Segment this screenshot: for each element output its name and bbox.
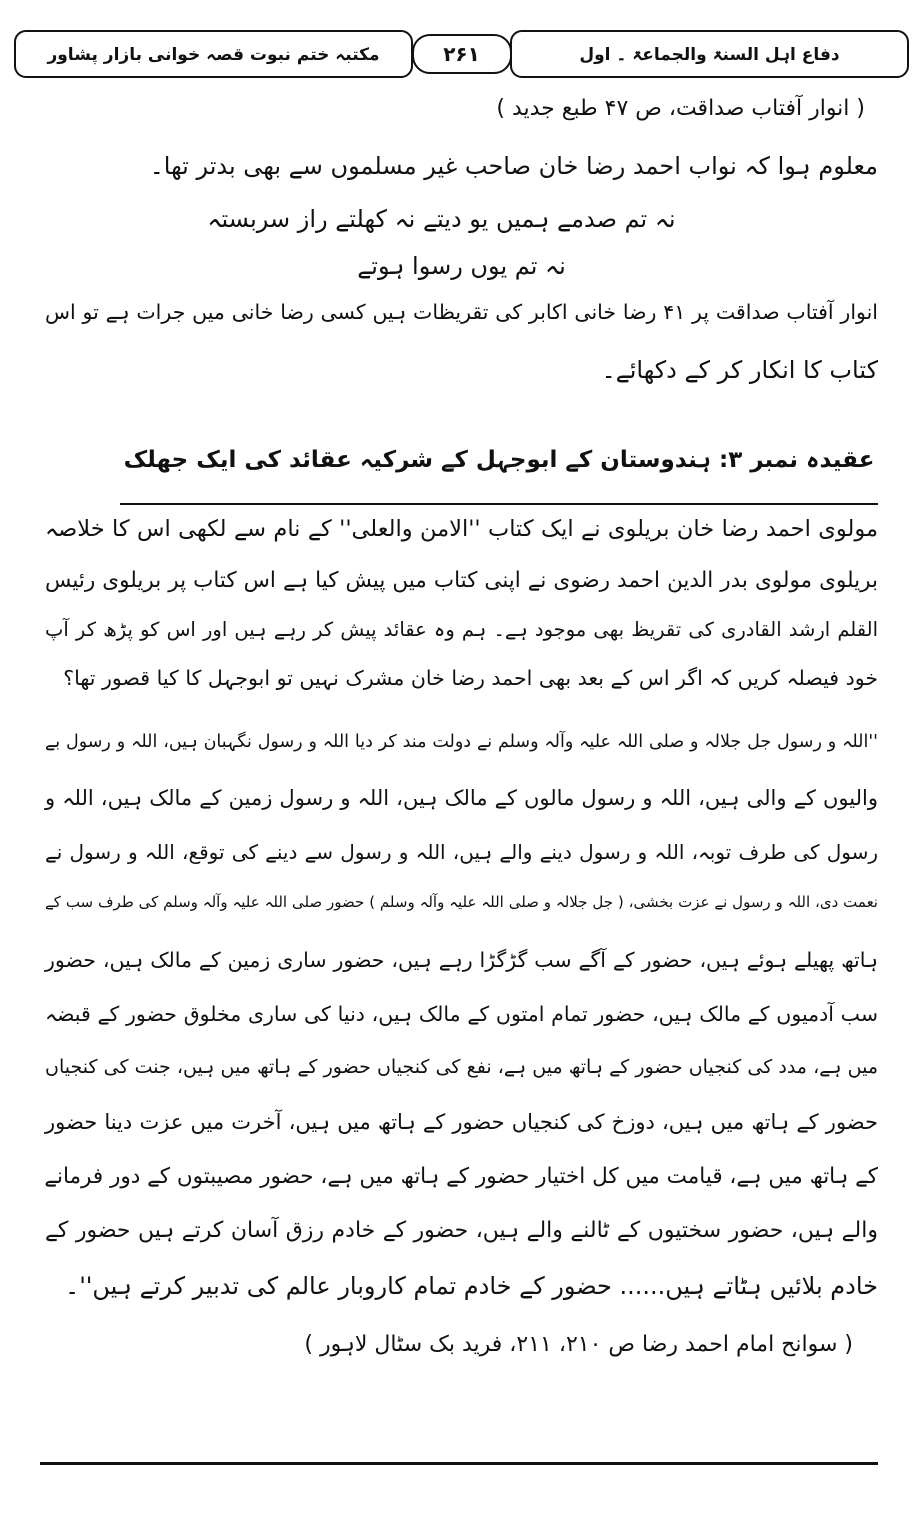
book-title: دفاع اہل السنۃ والجماعۃ ۔ اول xyxy=(510,30,909,78)
page-number: ۲۶۱ xyxy=(412,34,512,74)
body-line: خود فیصلہ کریں کہ اگر اس کے بعد بھی احمد رضا خان مشرک نہیں تو ابوجہل کا کیا قصور تھا؟ xyxy=(63,666,878,690)
citation-sawanih: ( سوانح امام احمد رضا ص ۲۱۰، ۲۱۱، فرید بک سٹال لاہور ) xyxy=(304,1332,853,1357)
quote-line: کے ہاتھ میں ہے، قیامت میں کل اختیار حضور کے ہاتھ میں ہے، حضور مصیبتوں کے دور فرمانے xyxy=(44,1164,878,1189)
para-line-2: کتاب کا انکار کر کے دکھائے۔ xyxy=(601,356,878,384)
para-line-1: انوار آفتاب صداقت پر ۴۱ رضا خانی اکابر کی تقریظات ہیں کسی رضا خانی میں جرات ہے تو اس xyxy=(45,300,878,324)
poem-line-2: نہ تم یوں رسوا ہوتے xyxy=(357,252,566,280)
intro-line: معلوم ہوا کہ نواب احمد رضا خان صاحب غیر مسلموں سے بھی بدتر تھا۔ xyxy=(149,152,878,180)
quote-line: والیوں کے والی ہیں، اللہ و رسول مالوں کے مالک ہیں، اللہ و رسول زمین کے مالک ہیں، اللہ و xyxy=(45,786,878,810)
body-line: مولوی احمد رضا خان بریلوی نے ایک کتاب ''الامن والعلی'' کے نام سے لکھی اس کا خلاصہ xyxy=(45,516,878,542)
body-line: القلم ارشد القادری کی تقریظ بھی موجود ہے۔ ہم وہ عقائد پیش کر رہے ہیں اور اس کو پڑھ کر آپ xyxy=(45,618,878,641)
quote-line: خادم بلائیں ہٹاتے ہیں...... حضور کے خادم تمام کاروبار عالم کی تدبیر کرتے ہیں''۔ xyxy=(65,1272,878,1300)
publisher-name: مکتبہ ختم نبوت قصہ خوانی بازار پشاور xyxy=(14,30,413,78)
poem-line-1: نہ تم صدمے ہمیں یو دیتے نہ کھلتے راز سربستہ xyxy=(207,205,676,233)
quote-line: نعمت دی، اللہ و رسول نے عزت بخشی، ( جل جلالہ و صلی اللہ علیہ وآلہ وسلم ) حضور صلی اللہ علیہ وآلہ وسلم کی طرف سب کے xyxy=(45,893,878,911)
quote-line: سب آدمیوں کے مالک ہیں، حضور تمام امتوں کے مالک ہیں، دنیا کی ساری مخلوق حضور کے قبضہ xyxy=(45,1002,878,1026)
quote-line: ہاتھ پھیلے ہوئے ہیں، حضور کے آگے سب گڑگڑا رہے ہیں، حضور ساری زمین کے مالک ہیں، حضور xyxy=(45,948,878,972)
page-header xyxy=(14,10,909,80)
citation-anwar: ( انوار آفتاب صداقت، ص ۴۷ طبع جدید ) xyxy=(496,96,865,121)
body-line: بریلوی مولوی بدر الدین احمد رضوی نے اپنی کتاب میں پیش کیا ہے اس کتاب پر بریلوی رئیس xyxy=(45,568,878,593)
quote-line: میں ہے، مدد کی کنجیاں حضور کے ہاتھ میں ہے، نفع کی کنجیاں حضور کے ہاتھ میں ہیں، جنت کی کنجیاں xyxy=(45,1056,878,1078)
quote-line: حضور کے ہاتھ میں ہیں، دوزخ کی کنجیاں حضور کے ہاتھ میں ہیں، آخرت میں عزت دینا حضور xyxy=(45,1110,878,1134)
section-heading: عقیدہ نمبر ۳: ہندوستان کے ابوجہل کے شرکیہ عقائد کی ایک جھلک xyxy=(123,447,875,473)
quote-line: والے ہیں، حضور سختیوں کے ٹالنے والے ہیں، حضور کے خادم رزق آسان کرتے ہیں حضور کے xyxy=(45,1218,878,1243)
quote-line: ''اللہ و رسول جل جلالہ و صلی اللہ علیہ وآلہ وسلم نے دولت مند کر دیا اللہ و رسول نگہبان ہیں، اللہ و رسول بے xyxy=(45,732,878,752)
footer-rule xyxy=(40,1462,878,1465)
heading-underline xyxy=(120,503,878,505)
quote-line: رسول کی طرف توبہ، اللہ و رسول دینے والے ہیں، اللہ و رسول سے دینے کی توقع، اللہ و رسول نے xyxy=(45,840,878,864)
